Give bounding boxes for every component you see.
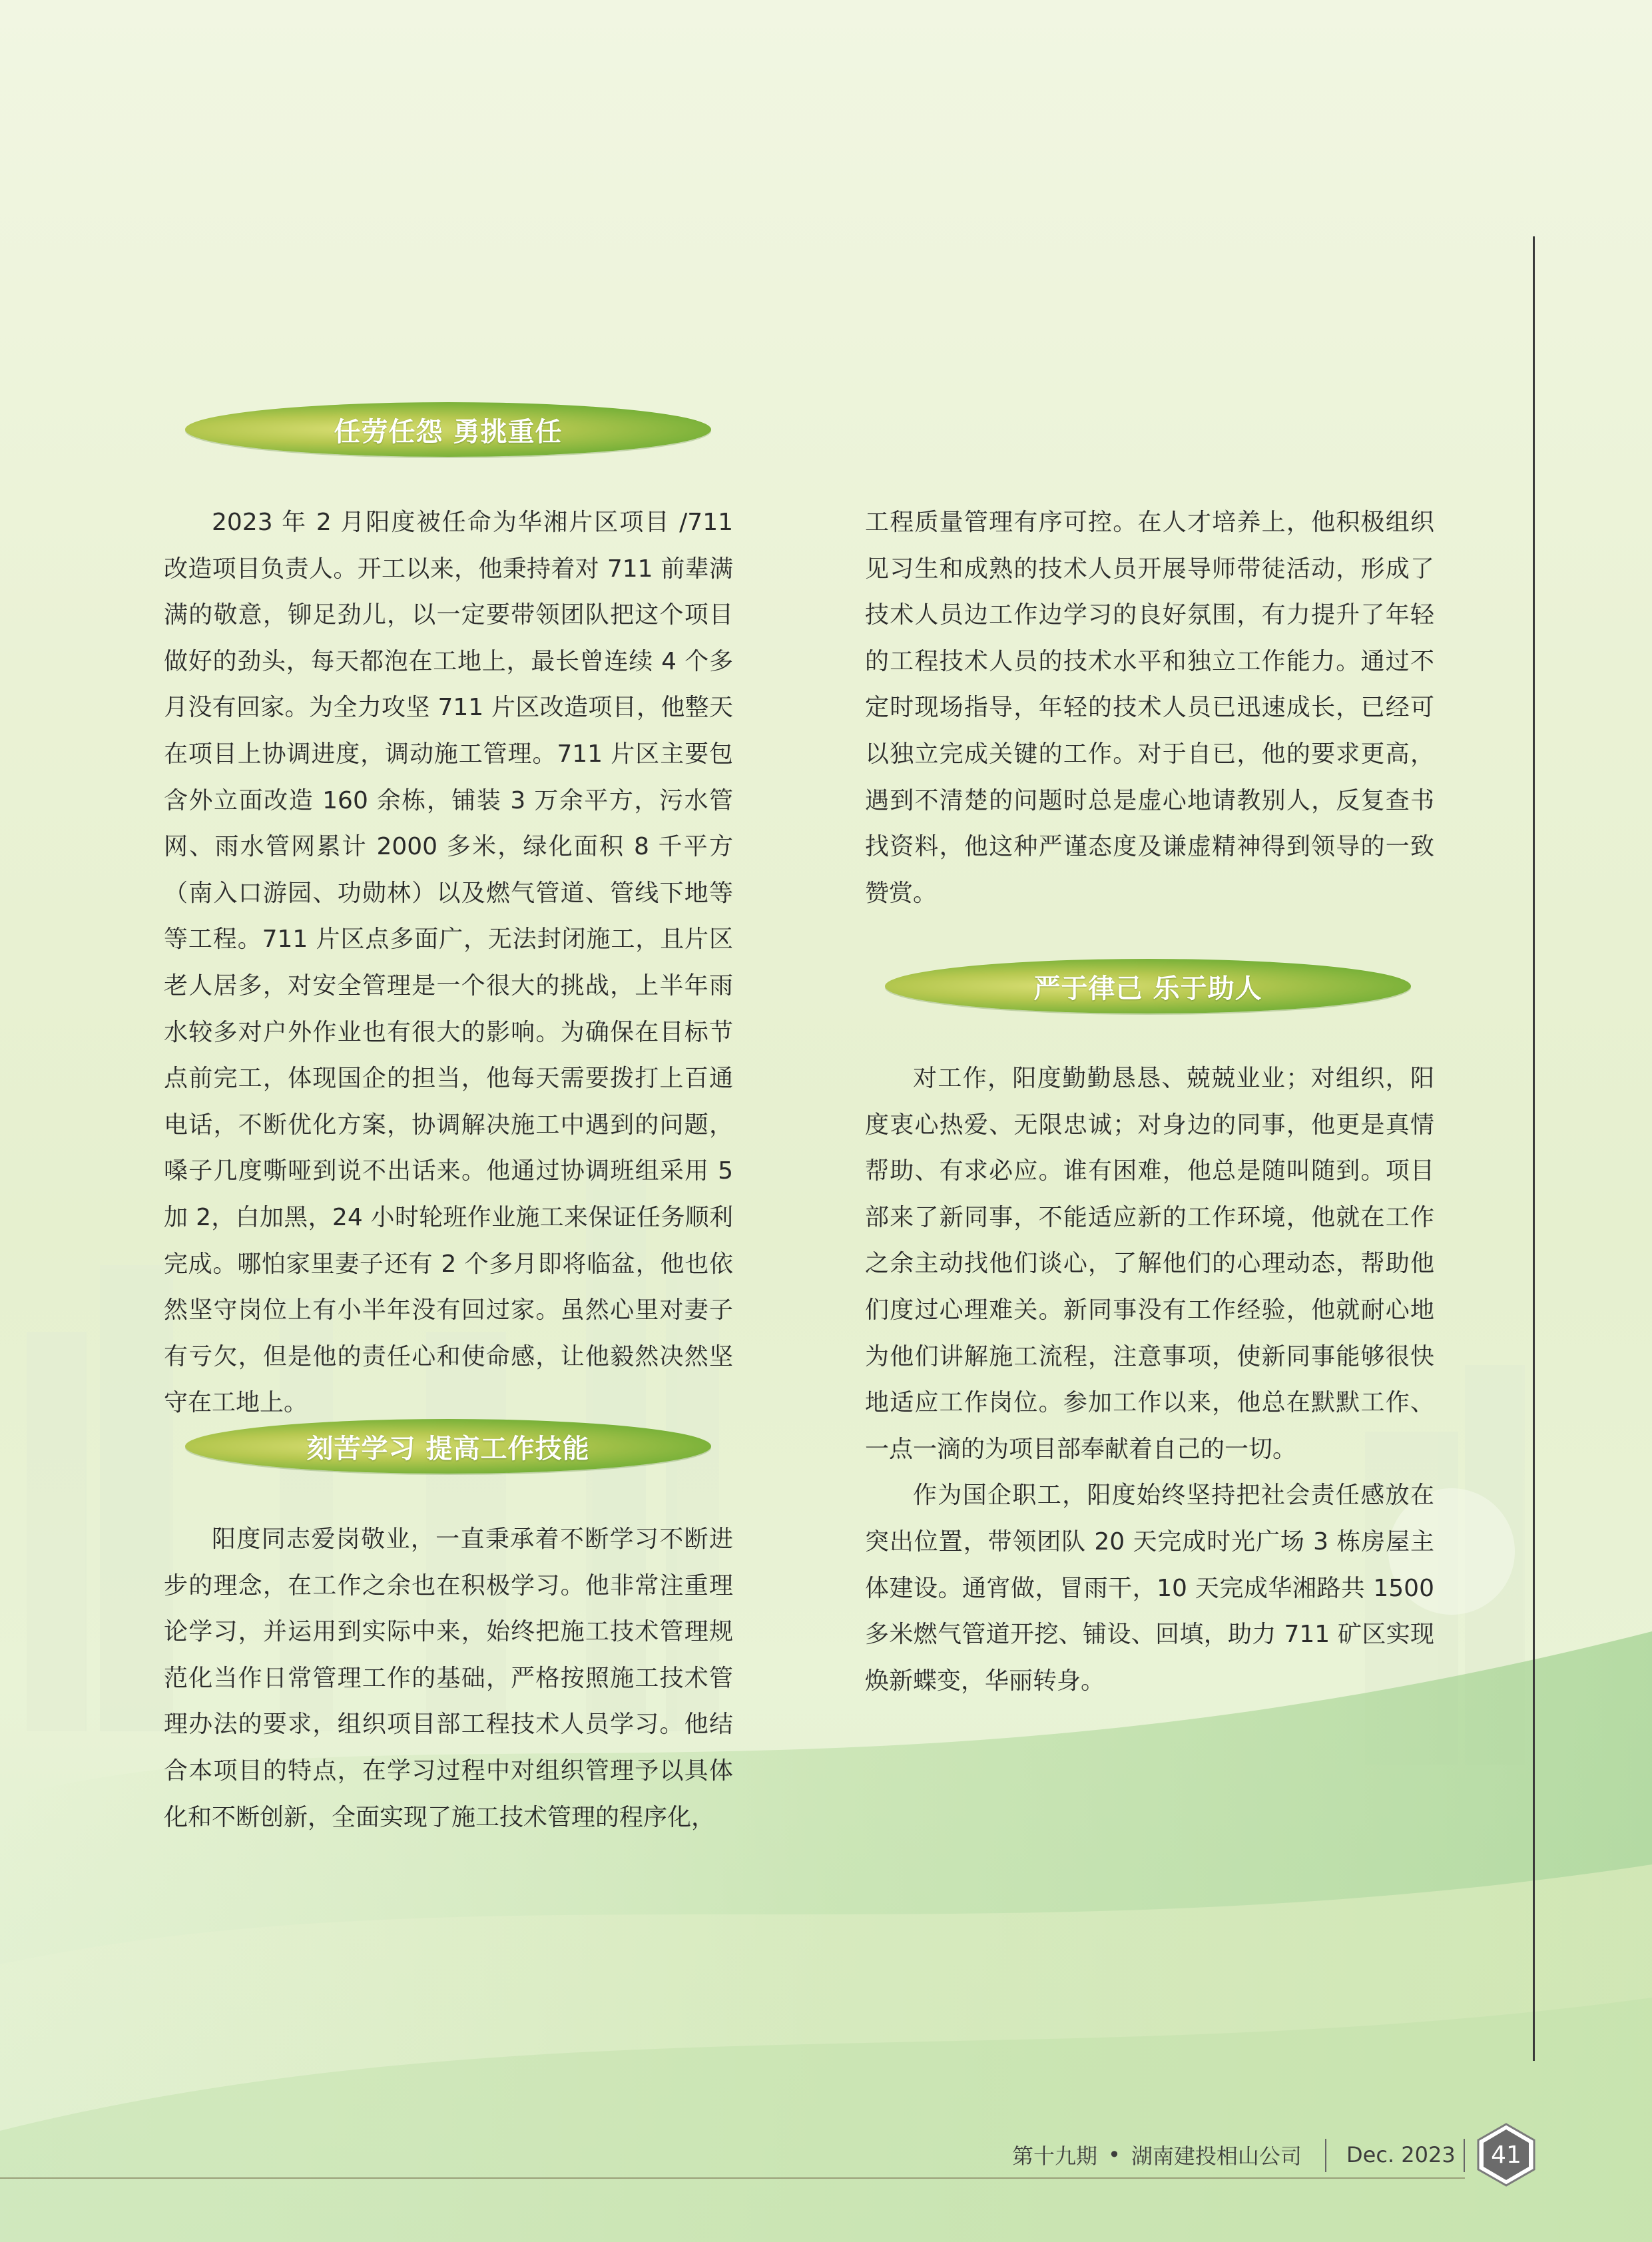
section-heading-3: 严于律己 乐于助人 <box>885 959 1411 1013</box>
section-heading-1: 任劳任怨 勇挑重任 <box>185 402 711 457</box>
vertical-rule <box>1533 236 1535 2061</box>
left-column-text-1 <box>164 499 733 1426</box>
right-column-text-2 <box>865 1055 1434 1704</box>
footer-date-wrap <box>1346 2135 1456 2175</box>
footer-separator <box>1325 2139 1326 2172</box>
footer-date: Dec. 2023 <box>1346 2142 1456 2167</box>
paragraph-s1-p1: 2023 年 2 月阳度被任命为华湘片区项目 /711 改造项目负责人。开工以来，他秉持着对 711 前辈满满的敬意，铆足劲儿，以一定要带领团队把这个项目做好的劲头，每天都泡在工地上，最长曾连续 4 个多月没有回家。为全力攻坚 711 片区改造项目，他整天在项目上协调进度，调动施工管理。711 片区主要包含外立面改造 160 余栋，铺装 3 万余平方，污水管网、雨水管网累计 2000 多米，绿化面积 8 千平方（南入口游园、功勋林）以及燃气管道、管线下地等等工程。711 片区点多面广，无法封闭施工，且片区老人居多，对安全管理是一个很大的挑战，上半年雨水较多对户外作业也有很大的影响。为确保在目标节点前完工，体现国企的担当，他每天需要拨打上百通电话，不断优化方案，协调解决施工中遇到的问题，嗓子几度嘶哑到说不出话来。他通过协调班组采用 5 加 2，白加黑，24 小时轮班作业施工来保证任务顺利完成。哪怕家里妻子还有 2 个多月即将临盆，他也依然坚守岗位上有小半年没有回过家。虽然心里对妻子有亏欠，但是他的责任心和使命感，让他毅然决然坚守在工地上。 <box>164 509 733 1417</box>
paragraph-s2-p1-continued: 工程质量管理有序可控。在人才培养上，他积极组织见习生和成熟的技术人员开展导师带徒活动，形成了技术人员边工作边学习的良好氛围，有力提升了年轻的工程技术人员的技术水平和独立工作能力。通过不定时现场指导，年轻的技术人员已迅速成长，已经可以独立完成关键的工作。对于自已，他的要求更高，遇到不清楚的问题时总是虚心地请教别人，反复查书找资料，他这种严谨态度及谦虚精神得到领导的一致赞赏。 <box>865 509 1434 907</box>
right-column-text-1 <box>865 499 1434 916</box>
footer-issue: 第十九期 <box>1012 2143 1098 2169</box>
left-column-text-2 <box>164 1516 733 1840</box>
paragraph-s3-p1: 对工作，阳度勤勤恳恳、兢兢业业；对组织，阳度衷心热爱、无限忠诚；对身边的同事，他更是真情帮助、有求必应。谁有困难，他总是随叫随到。项目部来了新同事，不能适应新的工作环境，他就在工作之余主动找他们谈心，了解他们的心理动态，帮助他们度过心理难关。新同事没有工作经验，他就耐心地为他们讲解施工流程，注意事项，使新同事能够很快地适应工作岗位。参加工作以来，他总在默默工作、一点一滴的为项目部奉献着自己的一切。 <box>865 1065 1434 1463</box>
paragraph-s3-p2: 作为国企职工，阳度始终坚持把社会责任感放在突出位置，带领团队 20 天完成时光广场 3 栋房屋主体建设。通宵做，冒雨干，10 天完成华湘路共 1500 多米燃气管道开挖、铺设、回填，助力 711 矿区实现焕新蝶变，华丽转身。 <box>865 1482 1434 1695</box>
footer-rule <box>0 2177 1465 2179</box>
section-heading-2: 刻苦学习 提高工作技能 <box>185 1419 711 1474</box>
footer-company: 湖南建投相山公司 <box>1131 2143 1302 2169</box>
footer-dot: • <box>1108 2142 1121 2167</box>
footer-separator-2 <box>1464 2139 1465 2172</box>
footer-issue-info <box>1012 2135 1302 2175</box>
paragraph-s2-p1: 阳度同志爱岗敬业，一直秉承着不断学习不断进步的理念，在工作之余也在积极学习。他非常注重理论学习，并运用到实际中来，始终把施工技术管理规范化当作日常管理工作的基础，严格按照施工技术管理办法的要求，组织项目部工程技术人员学习。他结合本项目的特点，在学习过程中对组织管理予以具体化和不断创新，全面实现了施工技术管理的程序化， <box>164 1526 733 1831</box>
page-number: 41 <box>1491 2141 1521 2169</box>
